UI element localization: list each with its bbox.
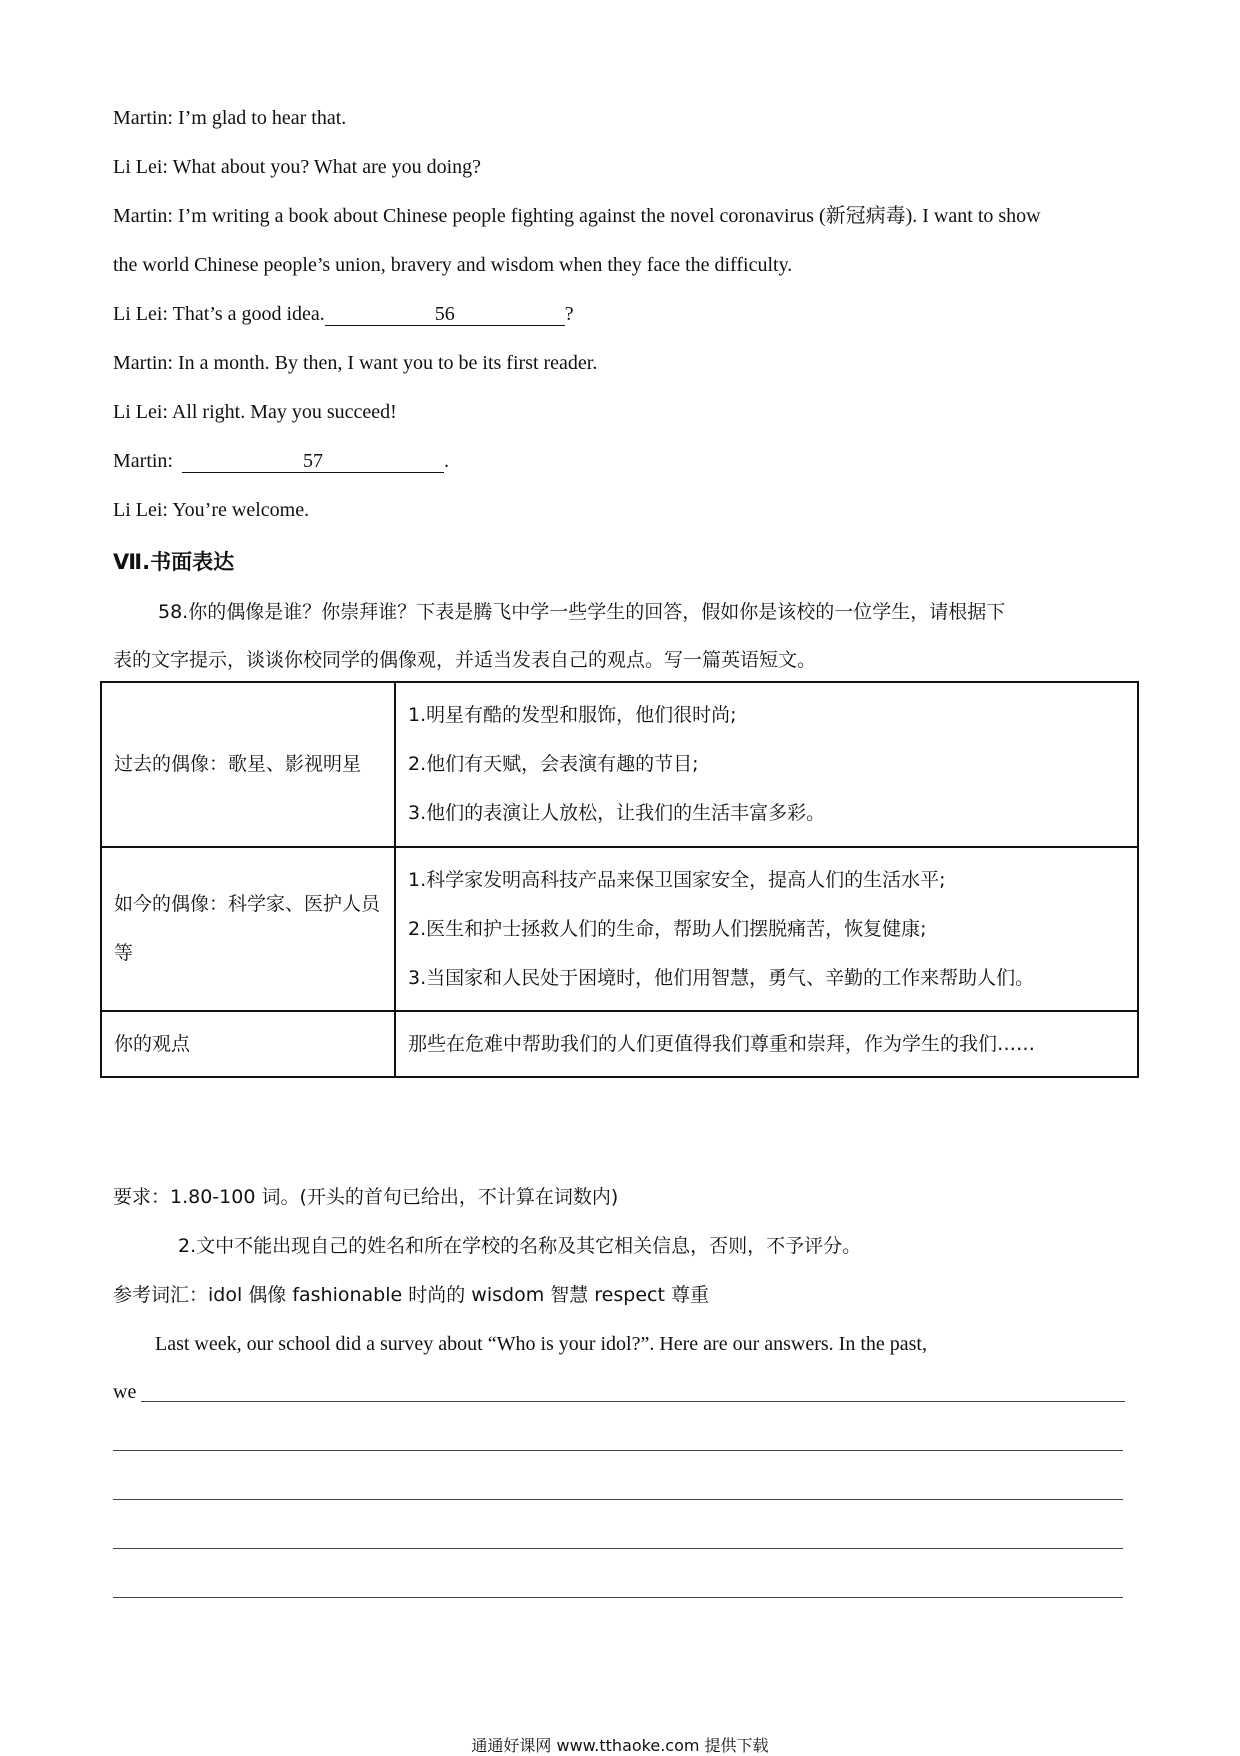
writing-first-word: we bbox=[113, 1381, 137, 1403]
dialogue-line: the world Chinese people’s union, bravery and wisdom when they face the difficulty. bbox=[113, 254, 793, 276]
dialogue-line: Li Lei: All right. May you succeed! bbox=[113, 401, 397, 423]
writing-line[interactable] bbox=[113, 1548, 1123, 1549]
idol-table bbox=[100, 681, 1139, 1078]
writing-starter: Last week, our school did a survey about “Who is your idol?”. Here are our answers. In the past, bbox=[155, 1333, 927, 1355]
prompt-text: 58.你的偶像是谁？你崇拜谁？下表是腾飞中学一些学生的回答，假如你是该校的一位学生，请根据下 bbox=[158, 601, 1006, 623]
table-cell-category: 如今的偶像：科学家、医护人员等 bbox=[101, 847, 395, 1011]
table-cell-opinion: 那些在危难中帮助我们的人们更值得我们尊重和崇拜，作为学生的我们…… bbox=[395, 1011, 1138, 1077]
table-row bbox=[101, 1011, 1138, 1077]
table-cell-category: 过去的偶像：歌星、影视明星 bbox=[101, 682, 395, 847]
dialogue-text: ? bbox=[564, 303, 574, 325]
dialogue-line: Martin: I’m glad to hear that. bbox=[113, 107, 347, 129]
table-row bbox=[101, 682, 1138, 847]
requirement-text: 2.文中不能出现自己的姓名和所在学校的名称及其它相关信息，否则，不予评分。 bbox=[178, 1235, 862, 1257]
dialogue-text: Li Lei: That’s a good idea. bbox=[113, 303, 325, 325]
requirement-text: 要求：1.80-100 词。(开头的首句已给出，不计算在词数内) bbox=[113, 1186, 619, 1208]
table-point: 3.当国家和人民处于困境时，他们用智慧，勇气、辛勤的工作来帮助人们。 bbox=[408, 966, 1035, 989]
table-point: 2.医生和护士拯救人们的生命，帮助人们摆脱痛苦，恢复健康; bbox=[408, 917, 927, 940]
dialogue-line: Li Lei: You’re welcome. bbox=[113, 499, 310, 521]
table-point: 3.他们的表演让人放松，让我们的生活丰富多彩。 bbox=[408, 802, 826, 824]
dialogue-line-with-blank bbox=[113, 449, 449, 473]
table-cell-points bbox=[395, 682, 1138, 847]
writing-line[interactable] bbox=[141, 1401, 1125, 1402]
answer-blank-56[interactable]: 56 bbox=[325, 303, 565, 326]
writing-line[interactable] bbox=[113, 1499, 1123, 1500]
table-cell-category: 你的观点 bbox=[101, 1011, 395, 1077]
dialogue-text: Martin: bbox=[113, 450, 173, 472]
table-point: 1.明星有酷的发型和服饰，他们很时尚; bbox=[408, 704, 737, 726]
table-cell-points bbox=[395, 847, 1138, 1011]
prompt-text: 表的文字提示，谈谈你校同学的偶像观，并适当发表自己的观点。写一篇英语短文。 bbox=[113, 649, 817, 671]
writing-line[interactable] bbox=[113, 1450, 1123, 1451]
vocabulary-hint: 参考词汇：idol 偶像 fashionable 时尚的 wisdom 智慧 respect 尊重 bbox=[113, 1284, 709, 1306]
answer-blank-57[interactable]: 57 bbox=[182, 450, 444, 473]
writing-line[interactable] bbox=[113, 1597, 1123, 1598]
dialogue-line: Martin: I’m writing a book about Chinese people fighting against the novel coronavirus (新冠病毒). I want to show bbox=[113, 205, 1041, 227]
table-row bbox=[101, 847, 1138, 1011]
dialogue-line: Martin: In a month. By then, I want you to be its first reader. bbox=[113, 352, 598, 374]
dialogue-text: . bbox=[444, 450, 449, 472]
dialogue-line: Li Lei: What about you? What are you doing? bbox=[113, 156, 482, 178]
section-heading: Ⅶ.书面表达 bbox=[113, 550, 235, 574]
dialogue-line-with-blank bbox=[113, 302, 574, 326]
table-point: 2.他们有天赋，会表演有趣的节目; bbox=[408, 753, 699, 775]
footer-watermark: 通通好课网 www.tthaoke.com 提供下载 bbox=[471, 1736, 769, 1755]
table-point: 1.科学家发明高科技产品来保卫国家安全，提高人们的生活水平; bbox=[408, 868, 946, 891]
